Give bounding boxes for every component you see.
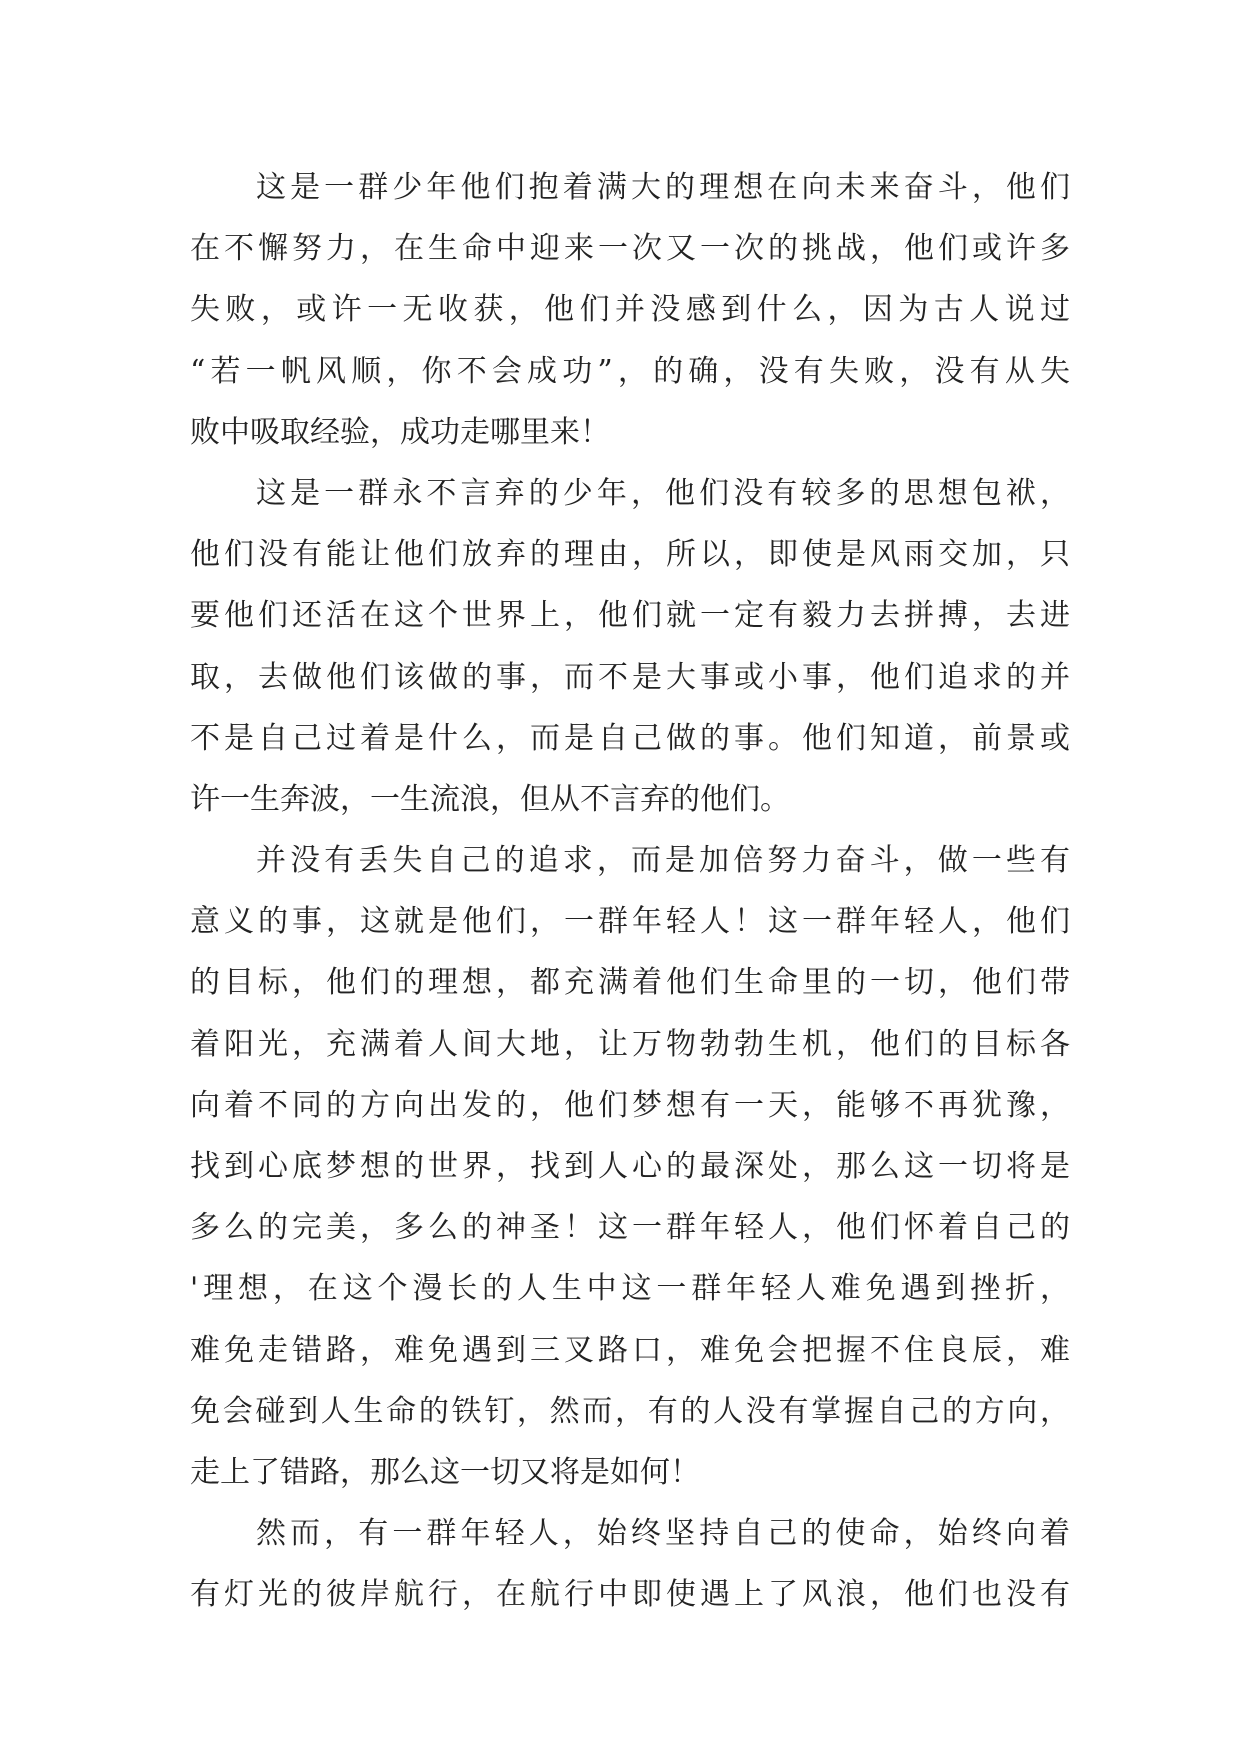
paragraph-1-line-3: 失败，或许一无收获，他们并没感到什么，因为古人说过 — [190, 292, 1070, 328]
paragraph-2-line-2: 他们没有能让他们放弃的理由，所以，即使是风雨交加，只 — [190, 537, 1070, 573]
paragraph-3-line-4: 着阳光，充满着人间大地，让万物勃勃生机，他们的目标各 — [190, 1026, 1070, 1062]
paragraph-3-line-2: 意义的事，这就是他们，一群年轻人！这一群年轻人，他们 — [190, 904, 1070, 940]
paragraph-2-line-6: 许一生奔波，一生流浪，但从不言弃的他们。 — [190, 781, 790, 817]
paragraph-2-line-1: 这是一群永不言弃的少年，他们没有较多的思想包袱， — [256, 475, 1070, 511]
paragraph-1-line-4: “若一帆风顺，你不会成功”，的确，没有失败，没有从失 — [190, 353, 1070, 389]
paragraph-2-line-5: 不是自己过着是什么，而是自己做的事。他们知道，前景或 — [190, 720, 1070, 756]
paragraph-1-line-1: 这是一群少年他们抱着满大的理想在向未来奋斗，他们 — [256, 170, 1070, 205]
paragraph-3-line-11: 走上了错路，那么这一切又将是如何！ — [190, 1454, 700, 1490]
paragraph-2-line-3: 要他们还活在这个世界上，他们就一定有毅力去拼搏，去进 — [190, 598, 1070, 634]
paragraph-3-line-8: '理想，在这个漫长的人生中这一群年轻人难免遇到挫折， — [190, 1271, 1070, 1307]
paragraph-3-line-6: 找到心底梦想的世界，找到人心的最深处，那么这一切将是 — [190, 1149, 1070, 1184]
paragraph-3-line-7: 多么的完美，多么的神圣！这一群年轻人，他们怀着自己的 — [190, 1210, 1070, 1246]
paragraph-4-line-1: 然而，有一群年轻人，始终坚持自己的使命，始终向着 — [256, 1516, 1070, 1552]
paragraph-1-line-2: 在不懈努力，在生命中迎来一次又一次的挑战，他们或许多 — [190, 231, 1070, 267]
paragraph-3-line-9: 难免走错路，难免遇到三叉路口，难免会把握不住良辰，难 — [190, 1332, 1070, 1368]
paragraph-3-line-5: 向着不同的方向出发的，他们梦想有一天，能够不再犹豫， — [190, 1087, 1070, 1123]
paragraph-3-line-10: 免会碰到人生命的铁钉，然而，有的人没有掌握自己的方向， — [190, 1393, 1070, 1429]
document-body — [190, 157, 1070, 1626]
paragraph-2-line-4: 取，去做他们该做的事，而不是大事或小事，他们追求的并 — [190, 659, 1070, 695]
paragraph-3-line-1: 并没有丢失自己的追求，而是加倍努力奋斗，做一些有 — [256, 843, 1070, 879]
paragraph-3-line-3: 的目标，他们的理想，都充满着他们生命里的一切，他们带 — [190, 965, 1070, 1001]
paragraph-4-line-2: 有灯光的彼岸航行，在航行中即使遇上了风浪，他们也没有 — [190, 1577, 1070, 1613]
paragraph-1-line-5: 败中吸取经验，成功走哪里来！ — [190, 414, 610, 450]
